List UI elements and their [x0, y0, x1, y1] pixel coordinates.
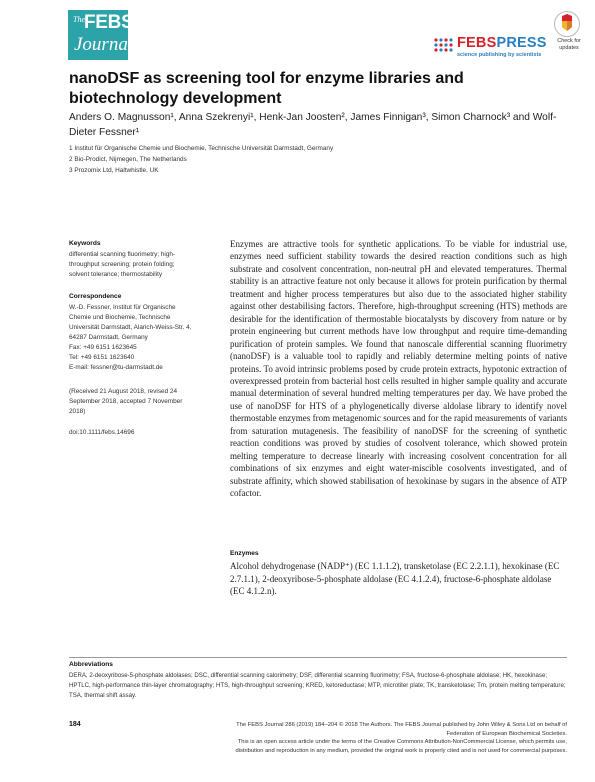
abstract-text: Enzymes are attractive tools for synthetic applications. To be viable for industrial use, enzymes need sufficient stability towards the desired reaction conditions such as high substrate and cosolvent concentration, non-neutral pH and elevated temperatures. Thermal stability is an attractive feature not only because it allows for protein purification by thermal treatment and higher process temperatures but also due to the associated higher stability against other destabilising factors. Therefore, high-throughput screening (HTS) methods are desirable for the identification of thermostable biocatalysts by discovery from nature or by protein engineering but current methods have low throughput and require time-demanding purification of protein samples. We found that nanoscale differential scanning fluorimetry (nanoDSF) is a valuable tool to rapidly and reliably determine melting points of native proteins. To avoid intrinsic problems posed by crude protein extracts, hypotonic extraction of overexpressed protein from bacterial host cells resulted in higher sample quality and accurate manual determination of several hundred melting temperatures per day. We have probed the use of nanoDSF for HTS of a phylogenetically diverse aldolase library to identify novel thermostable enzymes from metagenomic sources and for the rapid measurements of variants from saturation mutagenesis. The feasibility of nanoDSF for the screening of synthetic reaction conditions was proved by studies of cosolvent tolerance, which showed protein melting temperature to decrease linearly with increasing cosolvent concentration for all combinations of six enzymes and eight water-miscible cosolvents investigated, and of substrate affinity, which showed stabilisation of hexokinase by sugars in the absence of ATP cofactor. — [230, 239, 567, 499]
license-footer — [200, 721, 567, 756]
check-for-updates-icon[interactable] — [553, 10, 581, 38]
febs-press-press: PRESS — [496, 35, 547, 51]
febs-press-name — [457, 35, 547, 51]
keywords-line: solvent tolerance; thermostability — [69, 271, 163, 278]
enzymes-text: Alcohol dehydrogenase (NADP⁺) (EC 1.1.1.2), transketolase (EC 2.2.1.1), hexokinase (EC 2.7.1.1), 2-deoxyribose-5-phosphate aldolase (EC 4.1.2.4), fructose-6-phosphate aldolase (EC 4.1.2.n). — [230, 561, 560, 597]
abbreviations-text: DERA, 2-deoxyribose-5-phosphate aldolases; DSC, differential scanning calorimetry; DSF, differential scanning fluorimetry; FSA, fructose-6-phosphate aldolase; HK, hexokinase; HPTLC, high-performance thin-layer chromatography; HTS, high-throughput screening; KRED, ketoreductase; MTP, microtiter plate; TK, transketolase; Tm, protein melting temperature; TSA, thermal shift assay. — [69, 672, 566, 699]
footer-line: Federation of European Biochemical Societies. — [446, 730, 567, 737]
section-divider — [69, 657, 567, 658]
correspondence-line: W.-D. Fessner, Institut für Organische — [69, 304, 176, 311]
abbreviations-heading: Abbreviations — [69, 661, 113, 668]
doi-link[interactable]: doi:10.1111/febs.14696 — [69, 429, 135, 436]
correspondence-block — [69, 292, 214, 373]
keywords-line: throughput screening; protein folding; — [69, 261, 175, 268]
affiliation-3: 3 Prozomix Ltd, Haltwhistle, UK — [69, 167, 159, 174]
author-list: Anders O. Magnusson¹, Anna Szekrenyi¹, Henk-Jan Joosten², James Finnigan³, Simon Charnock³ and Wolf-Dieter Fessner¹ — [69, 112, 557, 138]
correspondence-line: Chemie und Biochemie, Technische — [69, 314, 171, 321]
keywords-line: differential scanning fluorimetry; high- — [69, 251, 176, 258]
received-dates — [69, 387, 214, 417]
correspondence-line: Tel: +49 6151 1623640 — [69, 354, 135, 361]
febs-press-febs: FEBS — [457, 35, 497, 51]
journal-logo-journal: Journal — [74, 34, 134, 55]
check-for-updates-line1: Check for — [557, 38, 581, 44]
footer-line: The FEBS Journal 286 (2019) 184–204 © 2018 The Authors. The FEBS Journal published by John Wiley & Sons Ltd on behalf of — [236, 722, 567, 728]
affiliation-2: 2 Bio-Prodict, Nijmegen, The Netherlands — [69, 156, 187, 163]
affiliation-1: 1 Institut für Organische Chemie und Biochemie, Technische Universität Darmstadt, Germany — [69, 145, 334, 152]
article-title: nanoDSF as screening tool for enzyme libraries and biotechnology development — [69, 70, 464, 107]
febs-press-tagline: science publishing by scientists — [457, 52, 542, 58]
correspondence-line: 64287 Darmstadt, Germany — [69, 334, 148, 341]
keywords-heading: Keywords — [69, 240, 101, 247]
received-line: (Received 21 August 2018, revised 24 — [69, 388, 178, 395]
journal-logo-febs: FEBS — [84, 12, 134, 33]
journal-logo — [68, 10, 134, 60]
received-line: September 2018, accepted 7 November — [69, 398, 183, 405]
check-for-updates-line2: updates — [559, 44, 579, 51]
affiliations — [69, 143, 333, 176]
journal-logo-the: The — [73, 15, 85, 24]
correspondence-line: Fax: +49 6151 1623645 — [69, 344, 137, 351]
footer-line: distribution and reproduction in any medium, provided the original work is properly cited and is not used for commercial purposes. — [235, 748, 567, 755]
enzymes-heading: Enzymes — [230, 550, 259, 557]
footer-line: This is an open access article under the terms of the Creative Commons Attribution-NonCommercial License, which permits use, — [237, 739, 567, 746]
keywords-block — [69, 239, 214, 280]
check-for-updates-label[interactable] — [549, 38, 589, 51]
correspondence-email[interactable]: E-mail: fessner@tu-darmstadt.de — [69, 364, 163, 371]
febs-press-mark-icon — [433, 37, 455, 53]
correspondence-heading: Correspondence — [69, 293, 122, 300]
received-line: 2018) — [69, 408, 86, 415]
page-number: 184 — [69, 721, 81, 728]
correspondence-line: Universität Darmstadt, Alarich-Weiss-Str. 4, — [69, 324, 192, 331]
